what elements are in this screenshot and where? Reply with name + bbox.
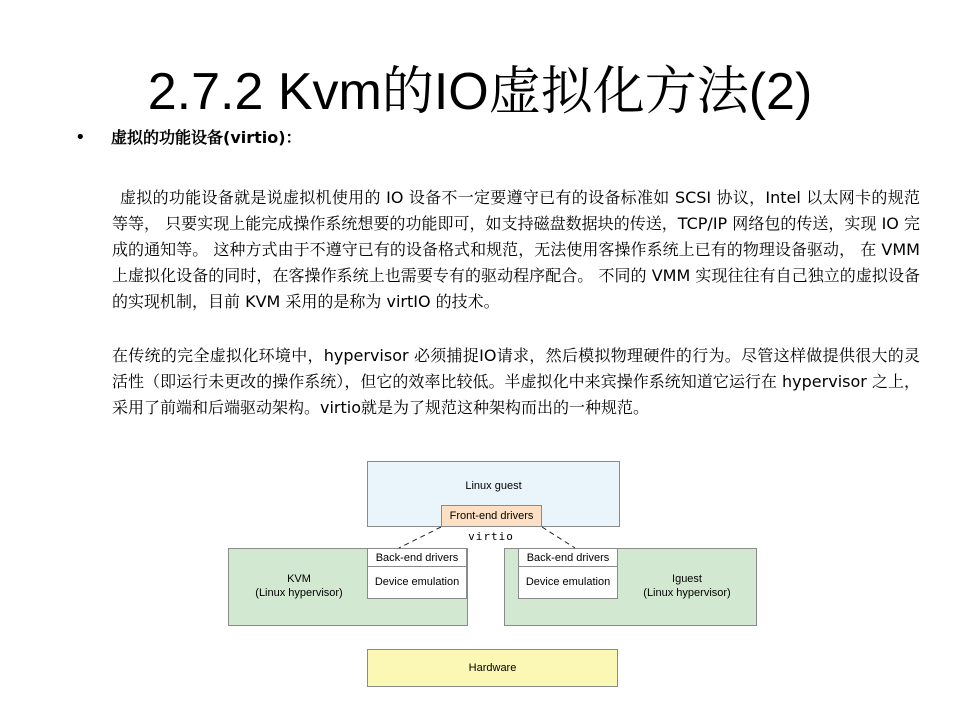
kvm-label: KVM (287, 573, 311, 585)
left-back-end-drivers-label: Back-end drivers (375, 552, 459, 564)
paragraph-full-virtualization: 在传统的完全虚拟化环境中，hypervisor 必须捕捉IO请求，然后模拟物理硬件的行为。尽管这样做提供很大的灵活性（即运行未更改的操作系统），但它的效率比较低。半虚拟化中来宾操作系统知道它运行在 hypervisor 之上，采用了前端和后端驱动架构。virtio就是为了规范这种架构而出的一种规范。 (112, 346, 920, 417)
slide-title: 2.7.2 Kvm的IO虚拟化方法(2) (147, 63, 813, 121)
linux-guest-label: Linux guest (465, 480, 522, 492)
front-end-drivers-label: Front-end drivers (449, 510, 534, 522)
bullet-dot-icon: • (75, 127, 86, 148)
right-device-emulation-label: Device emulation (525, 576, 611, 588)
paragraph-virtio-description: 虚拟的功能设备就是说虚拟机使用的 IO 设备不一定要遵守已有的设备标准如 SCSI 协议，Intel 以太网卡的规范等等， 只要实现上能完成操作系统想要的功能即可，如支持磁盘数据块的传送，TCP/IP 网络包的传送，实现 IO 完成的通知等。 这种方式由于不遵守已有的设备格式和规范，无法使用客操作系统上已有的物理设备驱动， 在 VMM 上虚拟化设备的同时，在客操作系统上也需要专有的驱动程序配合。 不同的 VMM 实现往往有自己独立的虚拟设备的实现机制，目前 KVM 采用的是称为 virtIO 的技术。 (112, 188, 920, 311)
iguest-label: Iguest (672, 573, 702, 585)
hardware-label: Hardware (468, 662, 517, 674)
virtio-right-dashed-line (542, 527, 575, 548)
bullet-heading-text: 虚拟的功能设备(virtio)： (111, 128, 302, 147)
left-device-emulation-label: Device emulation (374, 576, 460, 588)
kvm-sublabel: (Linux hypervisor) (255, 587, 343, 599)
iguest-sublabel: (Linux hypervisor) (643, 587, 731, 599)
virtio-left-dashed-line (399, 527, 441, 548)
right-back-end-drivers-label: Back-end drivers (526, 552, 610, 564)
virtio-label: virtio (468, 530, 514, 543)
